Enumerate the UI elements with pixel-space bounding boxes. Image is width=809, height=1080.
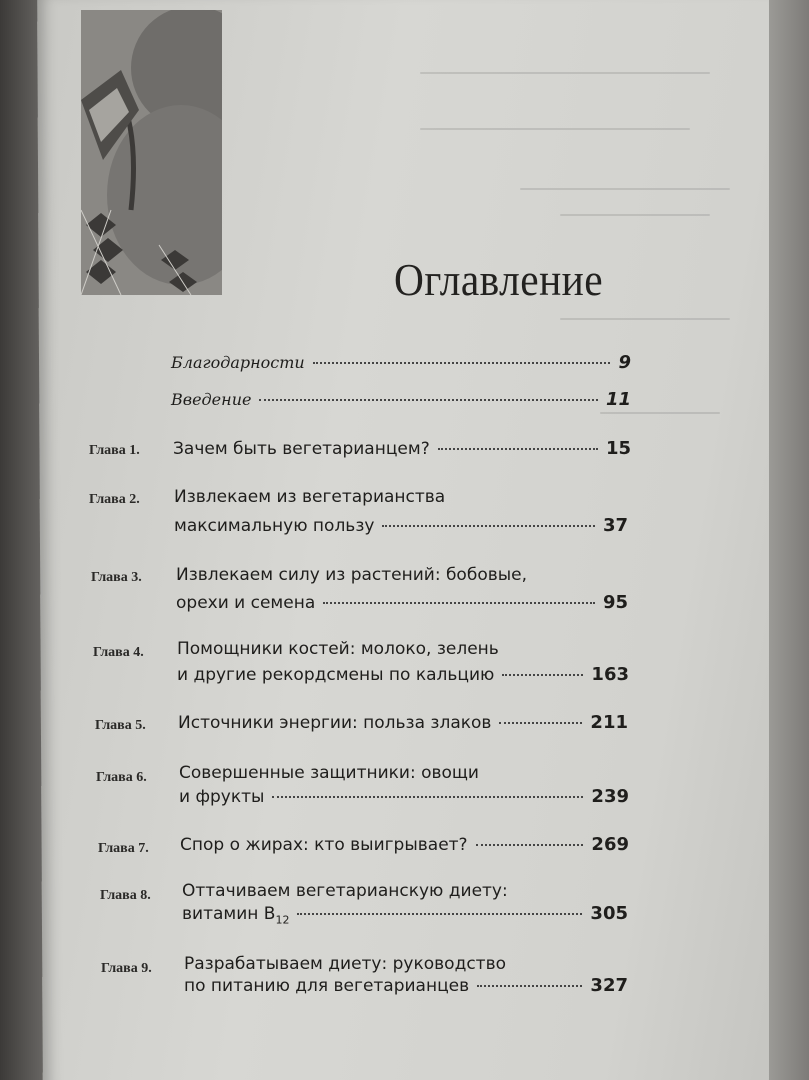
entry-title-line-2: по питанию для вегетарианцев [184, 976, 470, 996]
chapter-label: Глава 3. [91, 570, 142, 585]
dot-leader [259, 399, 597, 401]
entry-title: Благодарности [171, 353, 305, 372]
toc-entry-chapter-4 [177, 664, 629, 685]
chapter-label: Глава 2. [89, 492, 140, 507]
book-right-edge [769, 0, 809, 1080]
page-number: 95 [602, 592, 628, 613]
toc-entry-chapter-6 [179, 786, 629, 807]
subscript: 12 [275, 913, 290, 927]
toc-title: Оглавление [394, 255, 604, 305]
dot-leader [297, 913, 582, 915]
entry-title-line-1: Совершенные защитники: овощи [179, 763, 479, 783]
entry-title-line-1: Извлекаем из вегетарианства [174, 487, 446, 507]
entry-title: Зачем быть вегетарианцем? [173, 439, 430, 459]
page-number: 15 [605, 438, 631, 459]
toc-entry-chapter-3 [176, 592, 628, 613]
toc-entry-chapter-1 [173, 438, 631, 459]
toc-entry-chapter-9 [184, 975, 628, 996]
dot-leader [272, 796, 583, 798]
dot-leader [499, 722, 582, 724]
decorative-illustration [81, 10, 222, 295]
entry-title-line-1: Извлекаем силу из растений: бобовые, [176, 565, 528, 585]
page-number: 9 [618, 352, 631, 373]
page-number: 11 [605, 389, 631, 410]
page-number: 211 [590, 712, 628, 733]
entry-title: Источники энергии: польза злаков [178, 713, 492, 733]
page-number: 327 [590, 975, 628, 996]
entry-title-text: витамин B [182, 904, 276, 924]
chapter-label: Глава 4. [93, 645, 144, 660]
page-number: 37 [602, 515, 628, 536]
chapter-label: Глава 8. [100, 888, 151, 903]
bleed-through-line [420, 128, 690, 130]
chapter-label: Глава 9. [101, 961, 152, 976]
dot-leader [323, 602, 595, 604]
bleed-through-line [520, 188, 730, 190]
entry-title: Введение [171, 390, 252, 409]
toc-entry-chapter-2 [174, 515, 628, 536]
entry-title-line-2: максимальную пользу [174, 516, 375, 536]
dot-leader [476, 844, 584, 846]
page-number: 239 [591, 786, 629, 807]
page-number: 163 [591, 664, 629, 685]
chapter-label: Глава 6. [96, 770, 147, 785]
entry-title-line-2: и другие рекордсмены по кальцию [177, 665, 495, 685]
dot-leader [438, 448, 598, 450]
bleed-through-line [560, 214, 710, 216]
dot-leader [477, 985, 582, 987]
entry-title-line-2: орехи и семена [176, 593, 316, 613]
toc-entry-acknowledgements [171, 352, 631, 373]
dot-leader [313, 362, 611, 364]
entry-title-line-1: Оттачиваем вегетарианскую диету: [182, 881, 508, 901]
bleed-through-line [600, 412, 720, 414]
dot-leader [382, 525, 595, 527]
page-number: 305 [590, 903, 628, 924]
chapter-label: Глава 7. [98, 841, 149, 856]
entry-title-line-1: Разрабатываем диету: руководство [184, 954, 506, 974]
chapter-label: Глава 1. [89, 443, 140, 458]
toc-entry-chapter-5 [178, 712, 628, 733]
bleed-through-line [560, 318, 730, 320]
toc-entry-chapter-7 [180, 834, 629, 855]
entry-title-line-2: и фрукты [179, 787, 265, 807]
dot-leader [502, 674, 583, 676]
toc-entry-chapter-8 [182, 903, 628, 926]
entry-title-line-2 [182, 904, 289, 926]
toc-entry-introduction [171, 389, 631, 410]
bleed-through-line [420, 72, 710, 74]
entry-title-line-1: Помощники костей: молоко, зелень [177, 639, 499, 659]
page-number: 269 [591, 834, 629, 855]
entry-title: Спор о жирах: кто выигрывает? [180, 835, 468, 855]
chapter-label: Глава 5. [95, 718, 146, 733]
